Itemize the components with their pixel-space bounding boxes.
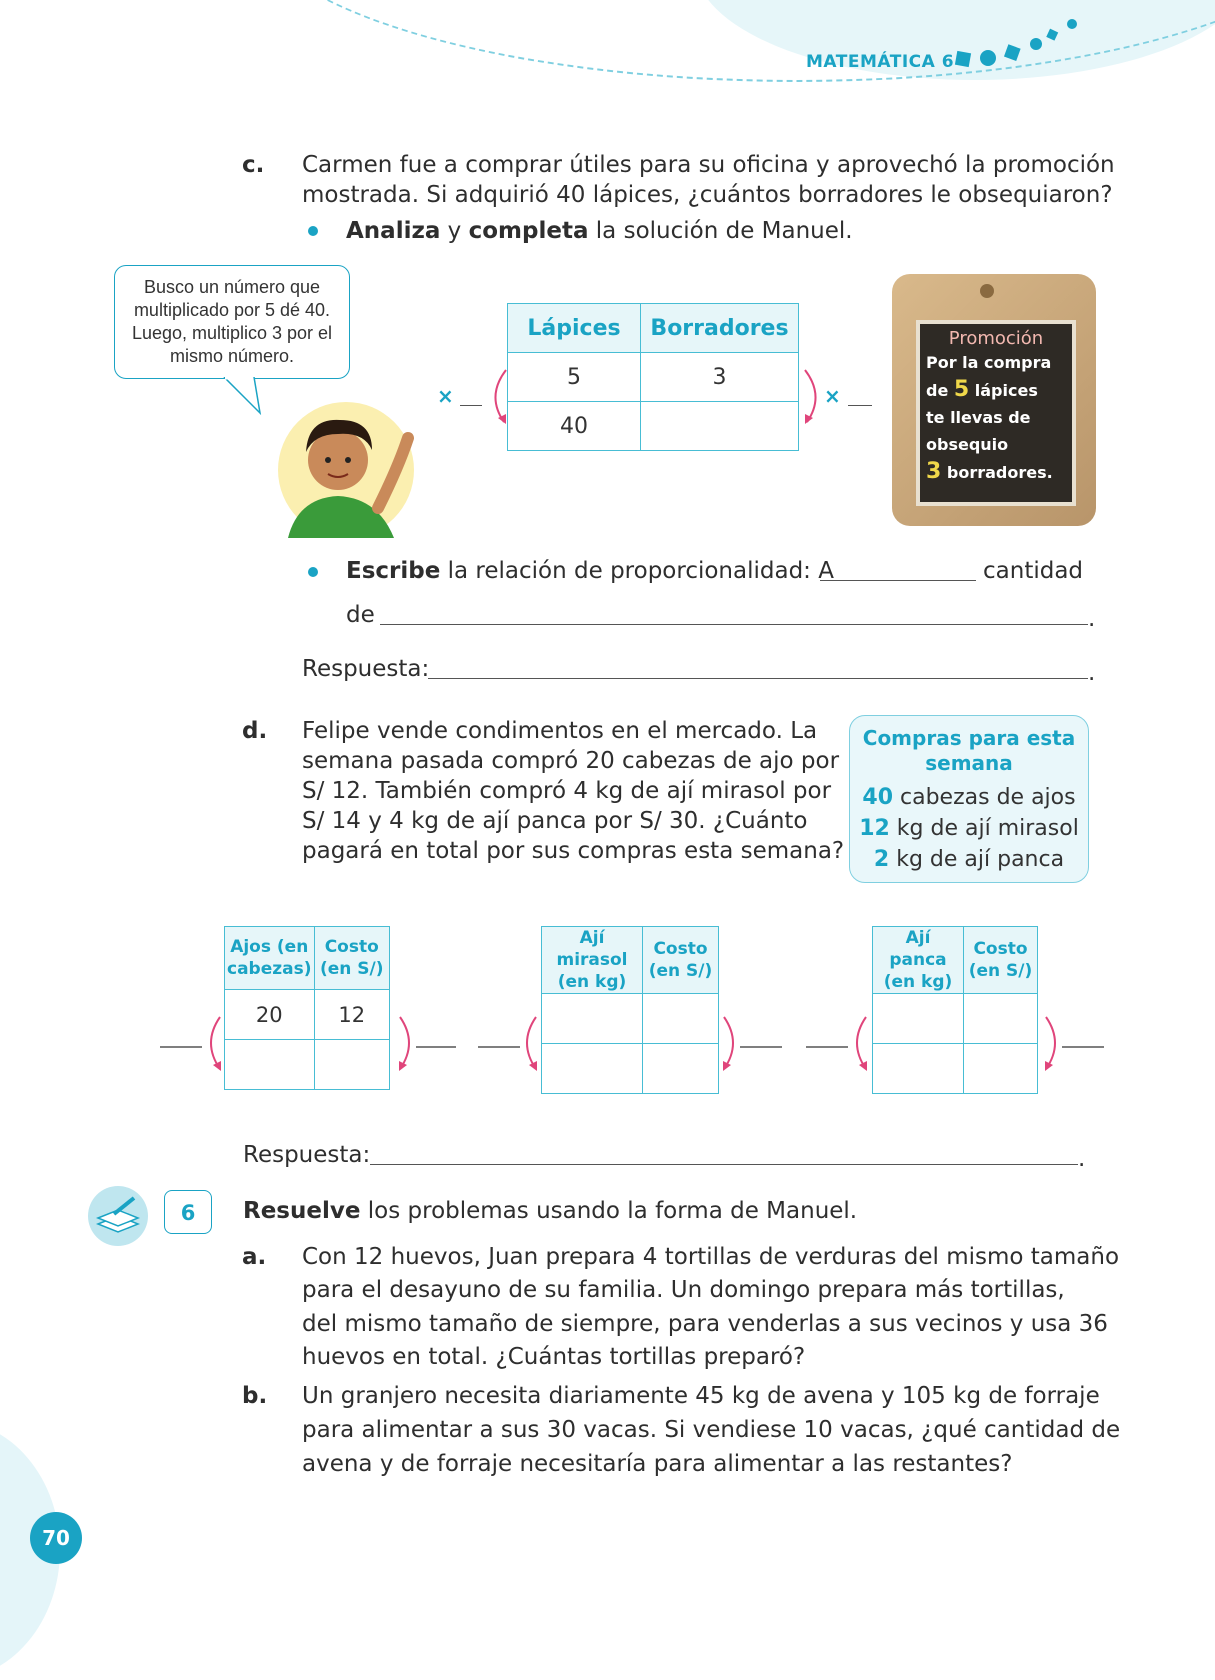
right-factor-blank[interactable]	[848, 405, 872, 406]
box-title: semana	[925, 751, 1013, 775]
item-d-line: S/ 14 y 4 kg de ají panca por S/ 30. ¿Cuánto	[302, 808, 808, 834]
purchase-item: 12 kg de ají mirasol	[859, 816, 1079, 841]
activity6-instruction	[243, 1196, 857, 1226]
promo-title: Promoción	[948, 328, 1044, 349]
purchase-item: 2 kg de ají panca	[873, 847, 1065, 872]
bullet2-rest: la relación de proporcionalidad: A	[440, 558, 834, 584]
item-b-line: para alimentar a sus 30 vacas. Si vendiese 10 vacas, ¿qué cantidad de	[302, 1417, 1121, 1443]
period: .	[1078, 1146, 1086, 1172]
bullet2-end: cantidad	[983, 558, 1084, 584]
table-cell: 20	[225, 990, 315, 1040]
promo-line: 3 borradores.	[926, 459, 1053, 484]
boy-illustration	[268, 388, 448, 538]
promo-line: obsequio	[926, 435, 1009, 454]
period: .	[1088, 660, 1096, 686]
table-header: Borradores	[641, 304, 799, 353]
bullet1-bold-analiza: Analiza	[346, 218, 441, 244]
table-cell: 3	[641, 353, 799, 402]
answer-label: Respuesta:	[302, 656, 430, 682]
item-b-line: Un granjero necesita diariamente 45 kg de avena y 105 kg de forraje	[302, 1383, 1100, 1409]
table-header: Costo (en S/)	[964, 927, 1038, 994]
page-number: 70	[30, 1512, 82, 1564]
table-header: Ajos (en cabezas)	[225, 927, 315, 990]
item-b-line: avena y de forraje necesitaría para alimentar a las restantes?	[302, 1451, 1013, 1477]
period: .	[1088, 606, 1096, 632]
item-d-line: pagará en total por sus compras esta semana?	[302, 838, 845, 864]
speech-bubble	[114, 265, 350, 379]
item-d-line: Felipe vende condimentos en el mercado. La	[302, 718, 818, 744]
bullet1-mid: y	[440, 218, 469, 244]
multiply-sign: ×	[824, 384, 841, 408]
table-cell: 40	[508, 402, 641, 451]
bubble-line: Luego, multiplico 3 por el	[131, 323, 333, 343]
box-title: Compras para esta	[862, 726, 1076, 750]
answer-d-line[interactable]	[370, 1164, 1078, 1165]
item-d-letter: d.	[242, 718, 268, 744]
book-pencil-icon	[88, 1186, 148, 1246]
table-header: Costo (en S/)	[314, 927, 389, 990]
item-a-line: para el desayuno de su familia. Un domingo prepara más tortillas,	[302, 1277, 1065, 1303]
bullet1-bold-completa: completa	[468, 218, 589, 244]
promo-line: te llevas de	[926, 408, 1031, 427]
item-b-letter: b.	[242, 1383, 268, 1409]
item-c-bullet1	[346, 216, 853, 246]
left-curved-arrow	[484, 366, 514, 430]
proportion-arrows	[150, 1005, 1110, 1085]
bullet-dot	[308, 567, 318, 577]
multiply-sign: ×	[437, 384, 454, 408]
board-hook	[980, 284, 994, 298]
header-shapes-icon	[950, 10, 1080, 70]
table-cell: 5	[508, 353, 641, 402]
bubble-line: Busco un número que	[143, 277, 321, 297]
table-header: Ají mirasol (en kg)	[542, 927, 643, 994]
item-c-letter: c.	[242, 152, 265, 178]
bullet2-de: de	[346, 602, 375, 628]
item-d-line: semana pasada compró 20 cabezas de ajo por	[302, 748, 840, 774]
table-header: Ají panca (en kg)	[873, 927, 964, 994]
answer-label: Respuesta:	[243, 1142, 371, 1168]
promo-board	[916, 320, 1076, 506]
left-factor-blank[interactable]	[460, 405, 482, 406]
activity6-rest: los problemas usando la forma de Manuel.	[360, 1198, 858, 1224]
proportionality-blank-2[interactable]	[380, 624, 1088, 625]
bullet-dot	[308, 226, 318, 236]
activity-number: 6	[164, 1190, 212, 1234]
bullet2-bold: Escribe	[346, 558, 441, 584]
item-a-letter: a.	[242, 1244, 267, 1270]
answer-c-line[interactable]	[428, 678, 1088, 679]
item-d-line: S/ 12. También compró 4 kg de ají mirasol por	[302, 778, 832, 804]
promo-line: de 5 lápices	[926, 377, 1038, 402]
answer-cell[interactable]	[641, 402, 799, 451]
bubble-line: mismo número.	[169, 346, 295, 366]
item-c-line2: mostrada. Si adquirió 40 lápices, ¿cuántos borradores le obsequiaron?	[302, 182, 1113, 208]
item-c-bullet2	[346, 556, 834, 586]
pencils-erasers-table	[507, 303, 799, 451]
bullet1-rest: la solución de Manuel.	[588, 218, 853, 244]
purchase-item: 40 cabezas de ajos	[862, 785, 1076, 810]
proportionality-blank-1[interactable]	[820, 580, 976, 581]
item-a-line: huevos en total. ¿Cuántas tortillas preparó?	[302, 1344, 806, 1370]
table-cell: 12	[314, 990, 389, 1040]
weekly-purchases-box	[849, 715, 1089, 883]
table-header: Lápices	[508, 304, 641, 353]
item-a-line: del mismo tamaño de siempre, para venderlas a sus vecinos y usa 36	[302, 1311, 1108, 1337]
bubble-line: multiplicado por 5 dé 40.	[133, 300, 331, 320]
promo-line: Por la compra	[926, 353, 1052, 372]
header-title: MATEMÁTICA 6	[806, 52, 955, 72]
table-header: Costo (en S/)	[643, 927, 719, 994]
item-a-line: Con 12 huevos, Juan prepara 4 tortillas de verduras del mismo tamaño	[302, 1244, 1120, 1270]
activity6-bold: Resuelve	[243, 1198, 361, 1224]
item-c-line1: Carmen fue a comprar útiles para su oficina y aprovechó la promoción	[302, 152, 1115, 178]
